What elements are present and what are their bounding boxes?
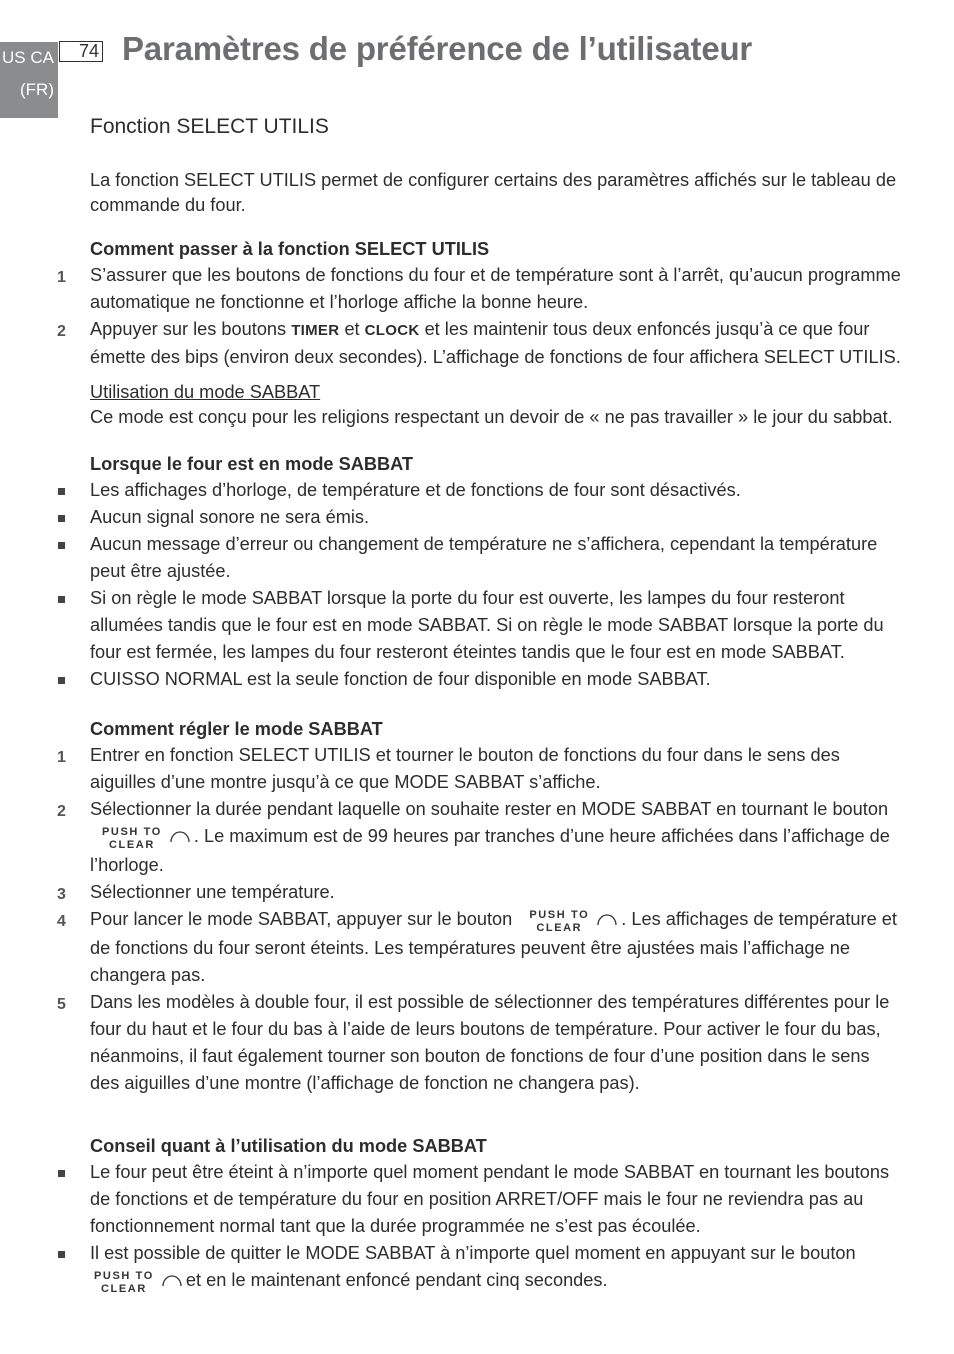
access-heading: Comment passer à la fonction SELECT UTILIS [90, 239, 490, 259]
bullet-text: CUISSO NORMAL est la seule fonction de four disponible en mode SABBAT. [90, 669, 711, 689]
bullet-text: Aucun message d’erreur ou changement de température ne s’affichera, cependant la température peut être ajustée. [90, 534, 878, 581]
when-sabbath-bullets [90, 477, 902, 693]
step-text: S’assurer que les boutons de fonctions du four et de température sont à l’arrêt, qu’aucun programme automatique ne fonctionne et l’horloge affiche la bonne heure. [90, 265, 901, 312]
list-item [57, 316, 902, 371]
knob-icon [595, 912, 619, 926]
region-tab-line2: (FR) [20, 80, 54, 99]
push-to-clear-label: PUSH TO CLEAR [102, 826, 162, 851]
tips-bullets [90, 1159, 902, 1296]
list-item [90, 477, 902, 504]
step-number: 5 [57, 996, 66, 1013]
list-item [57, 906, 902, 989]
step-text: . Les affichages de température et de fonctions du four seront éteints. Les températures peuvent être ajustées mais l’affichage ne changera pas. [90, 909, 897, 985]
region-tab-line1: US CA [2, 48, 54, 67]
list-item [90, 1159, 902, 1240]
list-item [90, 585, 902, 666]
push-to-clear-label: PUSH TO CLEAR [529, 909, 590, 934]
bullet-icon [58, 542, 65, 549]
tips-heading: Conseil quant à l’utilisation du mode SABBAT [90, 1136, 487, 1156]
step-number: 4 [57, 913, 66, 930]
step-text: Appuyer sur les boutons [90, 319, 287, 339]
when-sabbath-heading: Lorsque le four est en mode SABBAT [90, 454, 414, 474]
step-text: . Le maximum est de 99 heures par tranches d’une heure affichées dans l’affichage de l’horloge. [90, 826, 890, 875]
bullet-text: Si on règle le mode SABBAT lorsque la porte du four est ouverte, les lampes du four resteront allumées tandis que le four est en mode SABBAT. Si on règle le mode SABBAT lorsque la porte du four est fermée, les lampes du four resteront éteintes tandis que le four est en mode SABBAT. [90, 588, 884, 662]
step-text: Dans les modèles à double four, il est possible de sélectionner des températures différentes pour le four du haut et le four du bas à l’aide de leurs boutons de température. Pour activer le four du bas, néanmoins, il faut également tourner son bouton de fonctions de four d’une position dans le sens des aiguilles d’une montre (l’affichage de fonction ne changera pas). [90, 992, 890, 1093]
step-text: et [344, 319, 360, 339]
bullet-icon [58, 488, 65, 495]
step-number: 3 [57, 886, 66, 903]
bullet-text: Il est possible de quitter le MODE SABBAT à n’importe quel moment en appuyant sur le bouton [90, 1243, 856, 1263]
section-title: Fonction SELECT UTILIS [90, 115, 329, 138]
list-item [57, 879, 902, 906]
push-to-clear-label: PUSH TO CLEAR [94, 1270, 154, 1295]
bullet-text: Le four peut être éteint à n’importe quel moment pendant le mode SABBAT en tournant les boutons de fonctions et de température du four en position ARRET/OFF mais le four ne reviendra pas au fonctionnement normal tant que la durée programmée ne s’est pas écoulée. [90, 1162, 890, 1236]
bullet-icon [58, 515, 65, 522]
list-item [90, 531, 902, 585]
list-item [90, 1240, 902, 1296]
list-item [57, 262, 902, 316]
region-tab [0, 42, 58, 118]
knob-icon [168, 829, 192, 843]
list-item [57, 742, 902, 796]
step-text: Sélectionner une température. [90, 882, 335, 902]
set-sabbath-heading: Comment régler le mode SABBAT [90, 719, 383, 739]
sabbath-description: Ce mode est conçu pour les religions respectant un devoir de « ne pas travailler » le jour du sabbat. [90, 407, 893, 427]
list-item [90, 504, 902, 531]
bullet-text: Aucun signal sonore ne sera émis. [90, 507, 370, 527]
bullet-icon [58, 1170, 65, 1177]
sabbath-heading: Utilisation du mode SABBAT [90, 382, 321, 402]
step-number: 1 [57, 269, 66, 286]
access-steps [57, 262, 902, 371]
step-text: Entrer en fonction SELECT UTILIS et tourner le bouton de fonctions du four dans le sens des aiguilles d’une montre jusqu’à ce que MODE SABBAT s’affiche. [90, 745, 840, 792]
knob-icon [160, 1273, 184, 1287]
step-number: 2 [57, 803, 66, 820]
step-number: 1 [57, 749, 66, 766]
timer-key-label: TIMER [291, 322, 340, 339]
step-text: et les maintenir tous deux enfoncés jusqu’à ce que four émette des bips (environ deux secondes). L’affichage de fonctions de four affichera SELECT UTILIS. [90, 319, 901, 367]
clock-key-label: CLOCK [364, 322, 420, 339]
bullet-icon [58, 677, 65, 684]
page-number: 74 [59, 41, 103, 62]
step-text: Pour lancer le mode SABBAT, appuyer sur le bouton [90, 909, 513, 929]
intro-paragraph: La fonction SELECT UTILIS permet de configurer certains des paramètres affichés sur le tableau de commande du four. [90, 170, 897, 215]
list-item [90, 666, 902, 693]
step-number: 2 [57, 323, 66, 340]
bullet-text: Les affichages d’horloge, de température et de fonctions de four sont désactivés. [90, 480, 741, 500]
step-text: Sélectionner la durée pendant laquelle on souhaite rester en MODE SABBAT en tournant le bouton [90, 799, 889, 819]
main-content [57, 112, 902, 1296]
set-sabbath-steps [57, 742, 902, 1097]
bullet-icon [58, 1251, 65, 1258]
page-title: Paramètres de préférence de l’utilisateur [122, 30, 753, 67]
bullet-text: et en le maintenant enfoncé pendant cinq secondes. [185, 1270, 608, 1290]
list-item [57, 796, 902, 879]
list-item [57, 989, 902, 1097]
bullet-icon [58, 596, 65, 603]
